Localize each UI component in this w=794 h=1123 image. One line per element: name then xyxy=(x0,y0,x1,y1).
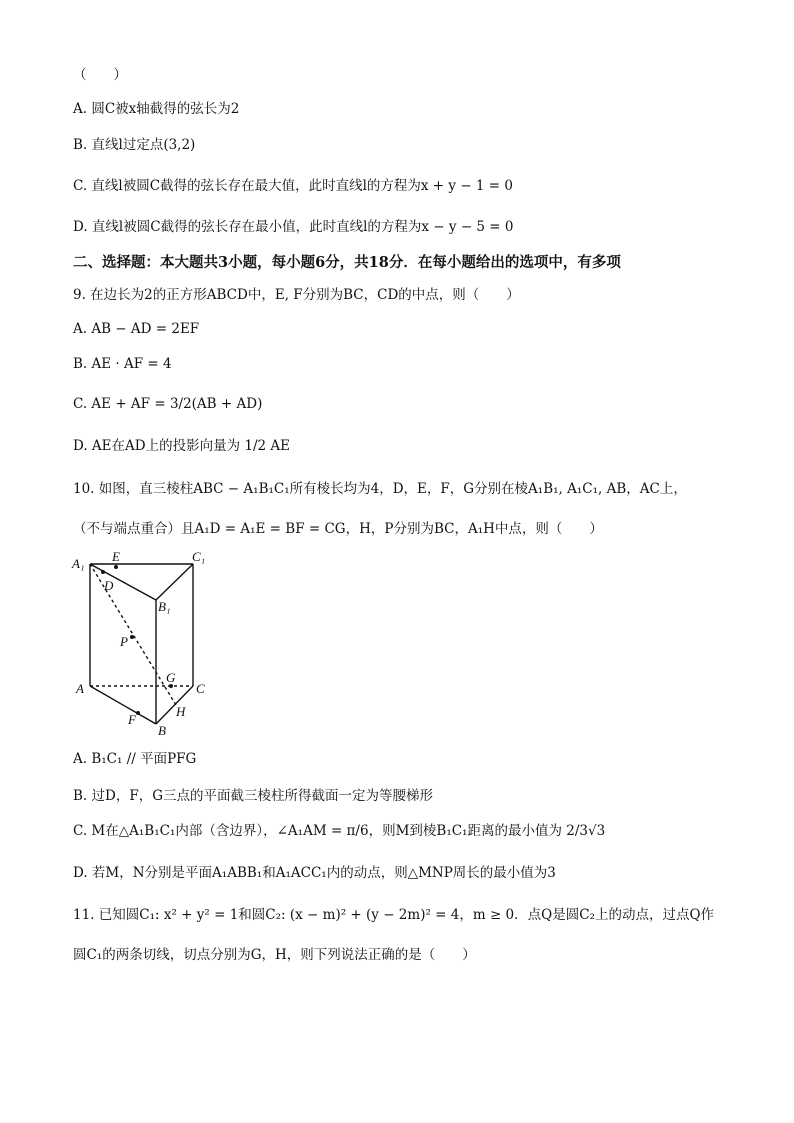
q10-option-b: B. 过D，F，G三点的平面截三棱柱所得截面一定为等腰梯形 xyxy=(73,788,433,804)
q9-option-c: C. AE + AF = 3/2(AB + AD) xyxy=(73,396,263,412)
prism-figure xyxy=(68,548,218,738)
label-d: D xyxy=(104,578,114,593)
label-c: C xyxy=(196,681,205,696)
label-c1: C₁ xyxy=(192,549,206,564)
q8-option-a: A. 圆C被x轴截得的弦长为2 xyxy=(73,101,240,117)
q9-option-a: A. AB − AD = 2EF xyxy=(73,321,200,337)
q10-option-a: A. B₁C₁ // 平面PFG xyxy=(73,751,197,767)
q9-option-b: B. AE · AF = 4 xyxy=(73,356,172,372)
label-a: A xyxy=(76,681,84,696)
q9-stem: 9. 在边长为2的正方形ABCD中，E, F分别为BC，CD的中点，则（ ） xyxy=(73,287,520,303)
q11-stem-line-1: 11. 已知圆C₁: x² + y² = 1和圆C₂: (x − m)² + (y − 2m)² = 4，m ≥ 0．点Q是圆C₂上的动点，过点Q作 xyxy=(73,907,715,923)
q8-option-b: B. 直线l过定点(3,2) xyxy=(73,137,196,153)
label-g: G xyxy=(166,670,176,685)
label-a1: A₁ xyxy=(72,556,85,571)
q8-option-d: D. 直线l被圆C截得的弦长存在最小值，此时直线l的方程为x − y − 5 = 0 xyxy=(73,219,514,235)
q10-stem-line-1: 10. 如图，直三棱柱ABC − A₁B₁C₁所有棱长均为4，D，E，F，G分别在棱A₁B₁, A₁C₁, AB，AC上， xyxy=(73,481,687,497)
q8-option-c: C. 直线l被圆C截得的弦长存在最大值，此时直线l的方程为x + y − 1 = 0 xyxy=(73,178,513,194)
label-b1: B₁ xyxy=(158,599,171,614)
q10-stem-line-2: （不与端点重合）且A₁D = A₁E = BF = CG，H，P分别为BC，A₁H中点，则（ ） xyxy=(73,521,603,537)
q10-option-c: C. M在△A₁B₁C₁内部（含边界），∠A₁AM = π/6，则M到棱B₁C₁距离的最小值为 2/3√3 xyxy=(73,823,606,839)
label-p: P xyxy=(120,634,128,649)
label-f: F xyxy=(128,712,136,727)
label-e: E xyxy=(112,549,120,564)
q9-option-d: D. AE在AD上的投影向量为 1/2 AE xyxy=(73,438,291,454)
q10-option-d: D. 若M，N分别是平面A₁ABB₁和A₁ACC₁内的动点，则△MNP周长的最小值为3 xyxy=(73,865,556,881)
label-b: B xyxy=(158,723,166,738)
label-h: H xyxy=(176,704,186,719)
q8-paren: （ ） xyxy=(73,67,127,83)
q11-stem-line-2: 圆C₁的两条切线，切点分别为G，H，则下列说法正确的是（ ） xyxy=(73,947,476,963)
section-2-heading: 二、选择题：本大题共3小题，每小题6分，共18分．在每小题给出的选项中，有多项 xyxy=(73,254,621,271)
